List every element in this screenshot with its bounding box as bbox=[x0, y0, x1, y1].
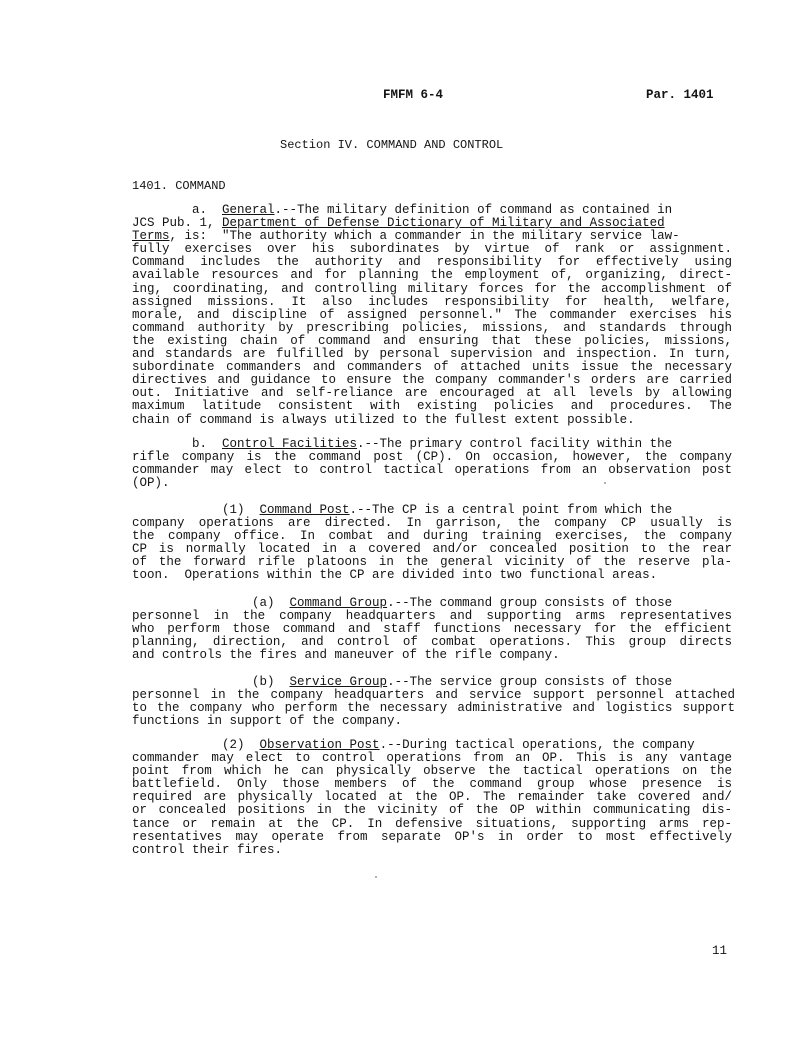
line-text: company operations are directed. In garrison, the company CP usually is bbox=[132, 516, 732, 531]
line-text: ing, coordinating, and controlling military forces for the accomplishment of bbox=[132, 281, 732, 296]
text-line bbox=[132, 715, 735, 728]
line-text: the company office. In combat and during training exercises, the company bbox=[132, 529, 732, 544]
underlined-subtitle: Terms bbox=[132, 229, 170, 244]
line-text: morale, and discipline of assigned personnel." The commander exercises his bbox=[132, 307, 732, 322]
line-text: a. bbox=[132, 203, 223, 217]
paragraph-b2-observation-post bbox=[132, 739, 732, 857]
text-line bbox=[132, 649, 732, 662]
line-text: point from which he can physically observe the tactical operations on the bbox=[132, 764, 732, 779]
underlined-subtitle: Observation Post bbox=[259, 738, 380, 752]
line-text: of the forward rifle platoons in the general vicinity of the reserve pla- bbox=[132, 555, 732, 570]
scan-speck bbox=[375, 876, 377, 878]
line-text: to the company who perform the necessary administrative and logistics support bbox=[132, 701, 735, 716]
text-line bbox=[132, 477, 732, 490]
line-text: resentatives may operate from separate OP's in order to most effectively bbox=[132, 829, 732, 844]
line-text: maximum latitude consistent with existing policies and procedures. The bbox=[132, 399, 732, 414]
line-text: (1) bbox=[132, 503, 260, 517]
underlined-subtitle: Department of Defense Dictionary of Military and Associated bbox=[222, 216, 665, 231]
line-text: or concealed positions in the vicinity of the OP within communicating dis- bbox=[132, 803, 732, 818]
line-text: out. Initiative and self-reliance are encouraged at all levels by allowing bbox=[132, 386, 732, 401]
line-text: available resources and for planning the employment of, organizing, direct- bbox=[132, 268, 732, 283]
line-text: rifle company is the command post (CP). On occasion, however, the company bbox=[132, 450, 732, 465]
line-text: commander may elect to control operations from an OP. This is any vantage bbox=[132, 751, 732, 766]
paragraph-b-control-facilities bbox=[132, 438, 732, 490]
text-line bbox=[132, 844, 732, 857]
paragraph-b1-command-post bbox=[132, 504, 732, 583]
paragraph-ba-command-group bbox=[132, 597, 732, 662]
line-text: (OP). bbox=[132, 476, 170, 491]
line-text: personnel in the company headquarters and supporting arms representatives bbox=[132, 609, 732, 624]
text-line bbox=[132, 569, 732, 582]
line-text: who perform those command and staff functions necessary for the efficient bbox=[132, 622, 732, 637]
line-text: control their fires. bbox=[132, 842, 283, 857]
text-line bbox=[132, 464, 732, 477]
line-text: battlefield. Only those members of the command group whose presence is bbox=[132, 777, 732, 792]
line-text: and standards are fulfilled by personal supervision and inspection. In turn, bbox=[132, 347, 732, 362]
line-text: required are physically located at the OP. The remainder take covered and/ bbox=[132, 790, 732, 805]
underlined-subtitle: Control Facilities bbox=[222, 437, 358, 451]
scan-speck bbox=[604, 482, 606, 484]
paragraph-a-general bbox=[132, 204, 732, 427]
line-text: (b) bbox=[132, 675, 290, 689]
line-text: chain of command is always utilized to the fullest extent possible. bbox=[132, 412, 635, 427]
line-text: subordinate commanders and commanders of attached units issue the necessary bbox=[132, 360, 732, 375]
underlined-subtitle: Service Group bbox=[289, 675, 388, 689]
line-text: .--During tactical operations, the company bbox=[379, 738, 695, 752]
underlined-subtitle: Command Post bbox=[259, 503, 350, 517]
paragraph-bb-service-group bbox=[132, 676, 735, 728]
line-text: (2) bbox=[132, 738, 260, 752]
text-line bbox=[132, 414, 732, 427]
manual-designation: FMFM 6-4 bbox=[383, 88, 444, 102]
line-text: .--The military definition of command as contained in bbox=[274, 203, 673, 217]
line-text: toon. Operations within the CP are divided into two functional areas. bbox=[132, 568, 658, 583]
line-text: (a) bbox=[132, 596, 290, 610]
paragraph-reference: Par. 1401 bbox=[646, 88, 714, 102]
line-text: fully exercises over his subordinates by virtue of rank or assignment. bbox=[132, 242, 732, 257]
underlined-subtitle: Command Group bbox=[289, 596, 388, 610]
line-text: .--The primary control facility within the bbox=[357, 437, 673, 451]
underlined-subtitle: General bbox=[222, 203, 275, 217]
line-text: .--The command group consists of those bbox=[387, 596, 673, 610]
line-text: CP is normally located in a covered and/or concealed position to the rear bbox=[132, 542, 732, 557]
line-text: personnel in the company headquarters and service support personnel attached bbox=[132, 688, 735, 703]
line-text: .--The service group consists of those bbox=[387, 675, 673, 689]
line-text: JCS Pub. 1, bbox=[132, 216, 223, 231]
line-text: directives and guidance to ensure the company commander's orders are carried bbox=[132, 373, 732, 388]
line-text: planning, direction, and control of combat operations. This group directs bbox=[132, 635, 732, 650]
line-text: tance or remain at the CP. In defensive situations, supporting arms rep- bbox=[132, 816, 732, 831]
line-text: .--The CP is a central point from which the bbox=[349, 503, 673, 517]
line-text: functions in support of the company. bbox=[132, 714, 403, 729]
paragraph-heading: 1401. COMMAND bbox=[132, 179, 226, 193]
line-text: and controls the fires and maneuver of the rifle company. bbox=[132, 648, 560, 663]
line-text: Command includes the authority and responsibility for effectively using bbox=[132, 255, 732, 270]
line-text: the existing chain of command and ensuring that these policies, missions, bbox=[132, 333, 732, 348]
line-text: , is: "The authority which a commander in the military service law- bbox=[169, 229, 680, 244]
line-text: command authority by prescribing policies, missions, and standards through bbox=[132, 320, 732, 335]
section-title: Section IV. COMMAND AND CONTROL bbox=[280, 138, 504, 152]
line-text: commander may elect to control tactical operations from an observation post bbox=[132, 463, 732, 478]
page-number: 11 bbox=[712, 944, 728, 958]
line-text: assigned missions. It also includes responsibility for health, welfare, bbox=[132, 294, 732, 309]
line-text: b. bbox=[132, 437, 223, 451]
